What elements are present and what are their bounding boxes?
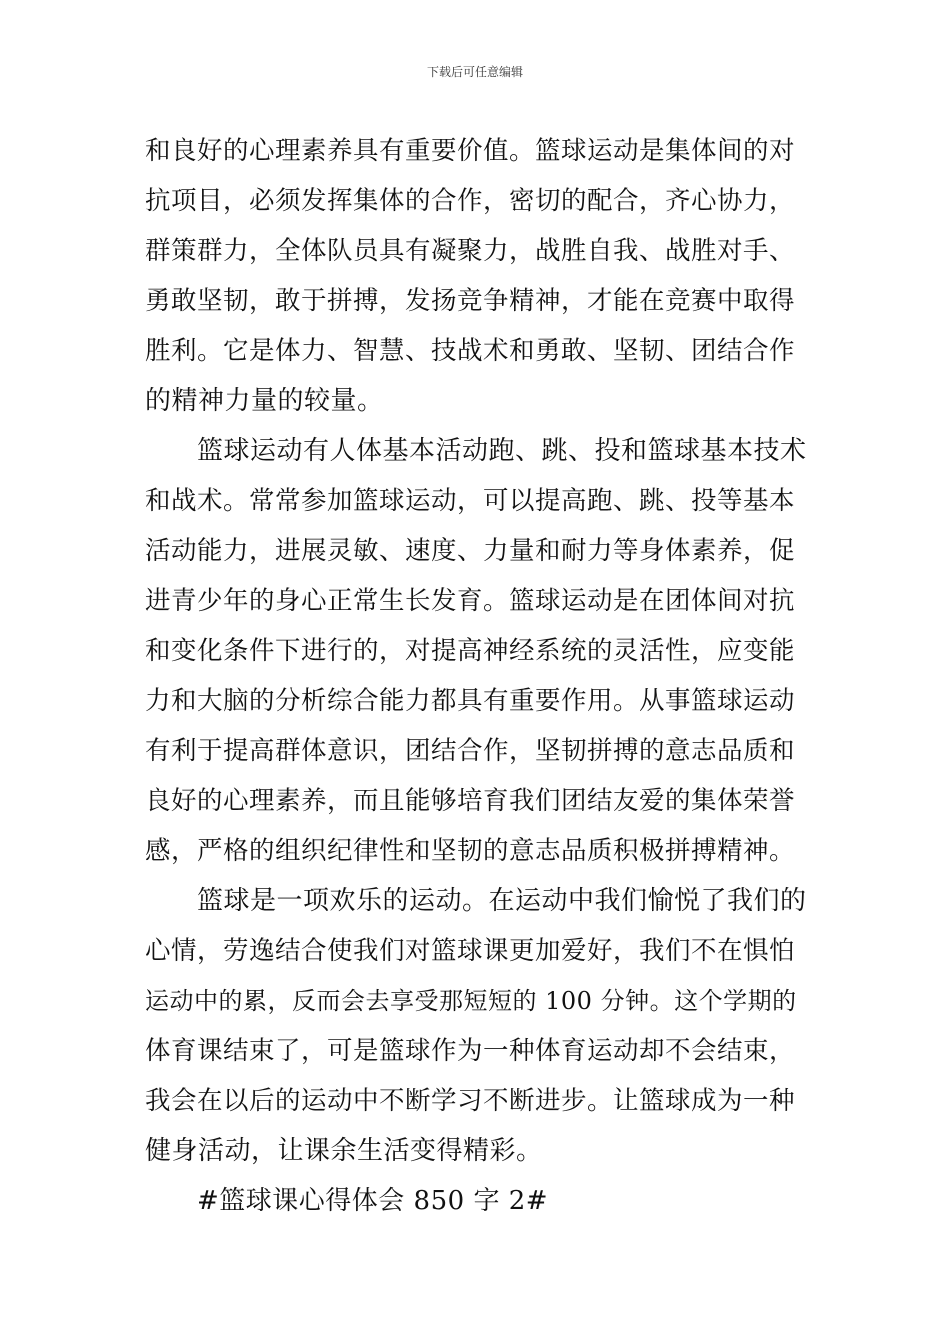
text-line: 体育课结束了，可是篮球作为一种体育运动却不会结束， — [145, 1036, 796, 1066]
text-line: 有利于提高群体意识，团结合作，坚韧拼搏的意志品质和 — [145, 736, 796, 766]
text-line: 力和大脑的分析综合能力都具有重要作用。从事篮球运动 — [145, 686, 796, 716]
text-line: 心情，劳逸结合使我们对篮球课更加爱好，我们不在惧怕 — [145, 936, 796, 966]
text-line: 胜利。它是体力、智慧、技战术和勇敢、坚韧、团结合作 — [145, 336, 796, 366]
text-line: 良好的心理素养，而且能够培育我们团结友爱的集体荣誉 — [145, 786, 796, 816]
text-line: 我会在以后的运动中不断学习不断进步。让篮球成为一种 — [145, 1086, 796, 1116]
text-line: 进青少年的身心正常生长发育。篮球运动是在团体间对抗 — [145, 586, 796, 616]
text-line: 和良好的心理素养具有重要价值。篮球运动是集体间的对 — [145, 136, 796, 166]
text-line: #篮球课心得体会 850 字 2# — [197, 1186, 549, 1216]
text-line: 勇敢坚韧，敢于拼搏，发扬竞争精神，才能在竞赛中取得 — [145, 286, 796, 316]
text-line: 活动能力，进展灵敏、速度、力量和耐力等身体素养，促 — [145, 536, 796, 566]
text-line: 运动中的累，反而会去享受那短短的 100 分钟。这个学期的 — [145, 987, 797, 1015]
text-line: 感，严格的组织纪律性和坚韧的意志品质积极拼搏精神。 — [145, 836, 796, 866]
text-line: 抗项目，必须发挥集体的合作，密切的配合，齐心协力， — [145, 186, 796, 216]
text-line: 和变化条件下进行的，对提高神经系统的灵活性，应变能 — [145, 636, 796, 666]
text-line: 群策群力，全体队员具有凝聚力，战胜自我、战胜对手、 — [145, 236, 796, 266]
body-text — [145, 126, 807, 1226]
text-line: 的精神力量的较量。 — [145, 386, 384, 416]
text-line: 和战术。常常参加篮球运动，可以提高跑、跳、投等基本 — [145, 486, 796, 516]
text-line: 健身活动，让课余生活变得精彩。 — [145, 1136, 543, 1166]
page-header: 下载后可任意编辑 — [426, 65, 523, 79]
text-line: 篮球运动有人体基本活动跑、跳、投和篮球基本技术 — [197, 436, 807, 466]
text-line: 篮球是一项欢乐的运动。在运动中我们愉悦了我们的 — [197, 886, 807, 916]
